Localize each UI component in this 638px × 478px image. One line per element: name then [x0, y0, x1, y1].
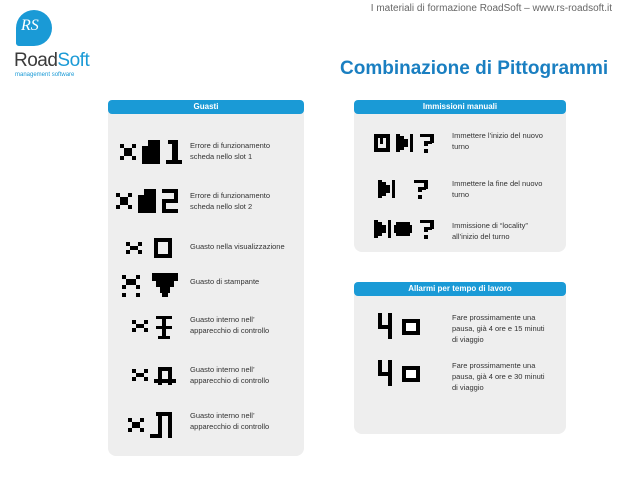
display-fault-icon [126, 236, 178, 260]
end-shift-icon [376, 176, 434, 202]
page-title: Combinazione di Pittogrammi [340, 58, 609, 79]
pause-warning-15-icon [376, 311, 426, 341]
guasti-item-7-text: Guasto interno nell’ apparecchio di controllo [190, 411, 270, 431]
manuali-item-1-text: Immettere l’inizio del nuovo turno [452, 131, 543, 151]
guasti-heading: Guasti [108, 100, 304, 114]
begin-shift-icon [372, 130, 438, 156]
logo-tagline: management software [15, 72, 75, 78]
printer-fault-icon [122, 271, 182, 299]
manuali-item-3-text: Immissione di “locality” all’inizio del turno [452, 221, 528, 241]
card-slot-2-error-icon [116, 187, 182, 215]
guasti-item-5-text: Guasto interno nell’ apparecchio di controllo [190, 315, 270, 335]
card-slot-1-error-icon [120, 138, 184, 166]
manuali-item-2-text: Immettere la fine del nuovo turno [452, 179, 543, 199]
allarmi-heading: Allarmi per tempo di lavoro [354, 282, 566, 296]
allarmi-item-2-text: Fare prossimamente una pausa, già 4 ore e 30 minuti di viaggio [452, 361, 545, 392]
guasti-item-6-text: Guasto interno nell’ apparecchio di controllo [190, 365, 270, 385]
roadsoft-logo [14, 10, 104, 80]
guasti-item-3-text: Guasto nella visualizzazione [190, 242, 285, 251]
guasti-item-1-text: Errore di funzionamento scheda nello slot 1 [190, 141, 271, 161]
internal-fault-icon-3 [128, 410, 178, 440]
guasti-item-2-text: Errore di funzionamento scheda nello slot 2 [190, 191, 271, 211]
pause-warning-30-icon [376, 358, 426, 388]
header-text: I materiali di formazione RoadSoft – www.rs-roadsoft.it [370, 3, 612, 14]
allarmi-item-1-text: Fare prossimamente una pausa, già 4 ore e 15 minuti di viaggio [452, 313, 545, 344]
logo-mark: RS [21, 17, 39, 34]
internal-fault-icon-2 [132, 365, 180, 387]
locality-icon [372, 216, 438, 242]
logo-name: RoadSoft [14, 50, 90, 71]
guasti-item-4-text: Guasto di stampante [190, 277, 260, 286]
internal-fault-icon-1 [132, 314, 180, 340]
manuali-heading: Immissioni manuali [354, 100, 566, 114]
